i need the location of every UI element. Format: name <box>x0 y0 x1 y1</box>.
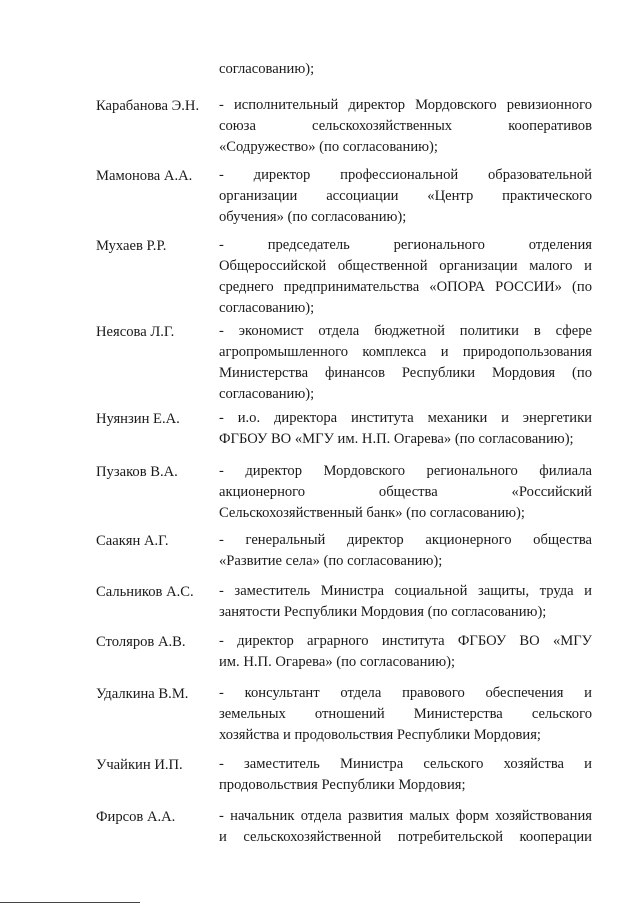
member-name: Пузаков В.А. <box>96 464 178 480</box>
description-line: им. Н.П. Огарева» (по согласованию); <box>219 654 456 670</box>
description-line: - и.о. директора института механики и энергетики <box>219 410 592 426</box>
member-description <box>219 683 592 746</box>
member-description <box>219 321 592 405</box>
member-name: Саакян А.Г. <box>96 533 169 549</box>
top-continuation-text: согласованию); <box>219 61 315 77</box>
member-description <box>219 165 592 228</box>
description-line: - директор профессиональной образовательной <box>219 167 592 183</box>
description-line: - заместитель Министра сельского хозяйства и <box>219 756 592 772</box>
description-line: Сельскохозяйственный банк» (по согласованию); <box>219 505 525 521</box>
description-line: - исполнительный директор Мордовского ревизионного <box>219 97 592 113</box>
description-line: - начальник отдела развития малых форм хозяйствования <box>219 808 592 824</box>
description-line: организации ассоциации «Центр практического <box>219 188 592 204</box>
description-line: - заместитель Министра социальной защиты, труда и <box>219 583 592 599</box>
member-description <box>219 235 592 319</box>
member-description <box>219 581 592 623</box>
description-line: «Развитие села» (по согласованию); <box>219 553 443 569</box>
description-line: ФГБОУ ВО «МГУ им. Н.П. Огарева» (по согласованию); <box>219 431 574 447</box>
description-line: «Содружество» (по согласованию); <box>219 139 438 155</box>
description-line: продовольствия Республики Мордовия; <box>219 777 466 793</box>
member-description <box>219 754 592 796</box>
description-line: акционерного общества «Российский <box>219 484 592 500</box>
description-line: - директор Мордовского регионального филиала <box>219 463 592 479</box>
member-name: Неясова Л.Г. <box>96 324 175 340</box>
description-line: - директор аграрного института ФГБОУ ВО «МГУ <box>219 633 592 649</box>
member-name: Мамонова А.А. <box>96 168 193 184</box>
member-description <box>219 806 592 848</box>
member-name: Сальников А.С. <box>96 584 194 600</box>
member-description <box>219 461 592 524</box>
member-description <box>219 631 592 673</box>
description-line: - консультант отдела правового обеспечения и <box>219 685 592 701</box>
description-line: Общероссийской общественной организации малого и <box>219 258 592 274</box>
description-line: - председатель регионального отделения <box>219 237 592 253</box>
description-line: агропромышленного комплекса и природопользования <box>219 344 592 360</box>
description-line: - генеральный директор акционерного общества <box>219 532 592 548</box>
member-name: Нуянзин Е.А. <box>96 411 180 427</box>
member-name: Фирсов А.А. <box>96 809 176 825</box>
description-line: согласованию); <box>219 300 315 316</box>
member-name: Столяров А.В. <box>96 634 186 650</box>
member-description <box>219 95 592 158</box>
description-line: обучения» (по согласованию); <box>219 209 407 225</box>
member-description <box>219 408 592 450</box>
description-line: занятости Республики Мордовия (по согласованию); <box>219 604 547 620</box>
description-line: союза сельскохозяйственных кооперативов <box>219 118 592 134</box>
description-line: Министерства финансов Республики Мордовия (по <box>219 365 592 381</box>
member-description <box>219 530 592 572</box>
description-line: - экономист отдела бюджетной политики в сфере <box>219 323 592 339</box>
description-line: и сельскохозяйственной потребительской кооперации <box>219 829 592 845</box>
description-line: хозяйства и продовольствия Республики Мордовия; <box>219 727 541 743</box>
description-line: согласованию); <box>219 386 315 402</box>
description-line: земельных отношений Министерства сельского <box>219 706 592 722</box>
member-name: Мухаев Р.Р. <box>96 238 167 254</box>
member-name: Удалкина В.М. <box>96 686 189 702</box>
footer-divider <box>0 902 140 903</box>
member-name: Карабанова Э.Н. <box>96 98 200 114</box>
member-name: Учайкин И.П. <box>96 757 183 773</box>
description-line: среднего предпринимательства «ОПОРА РОССИИ» (по <box>219 279 592 295</box>
